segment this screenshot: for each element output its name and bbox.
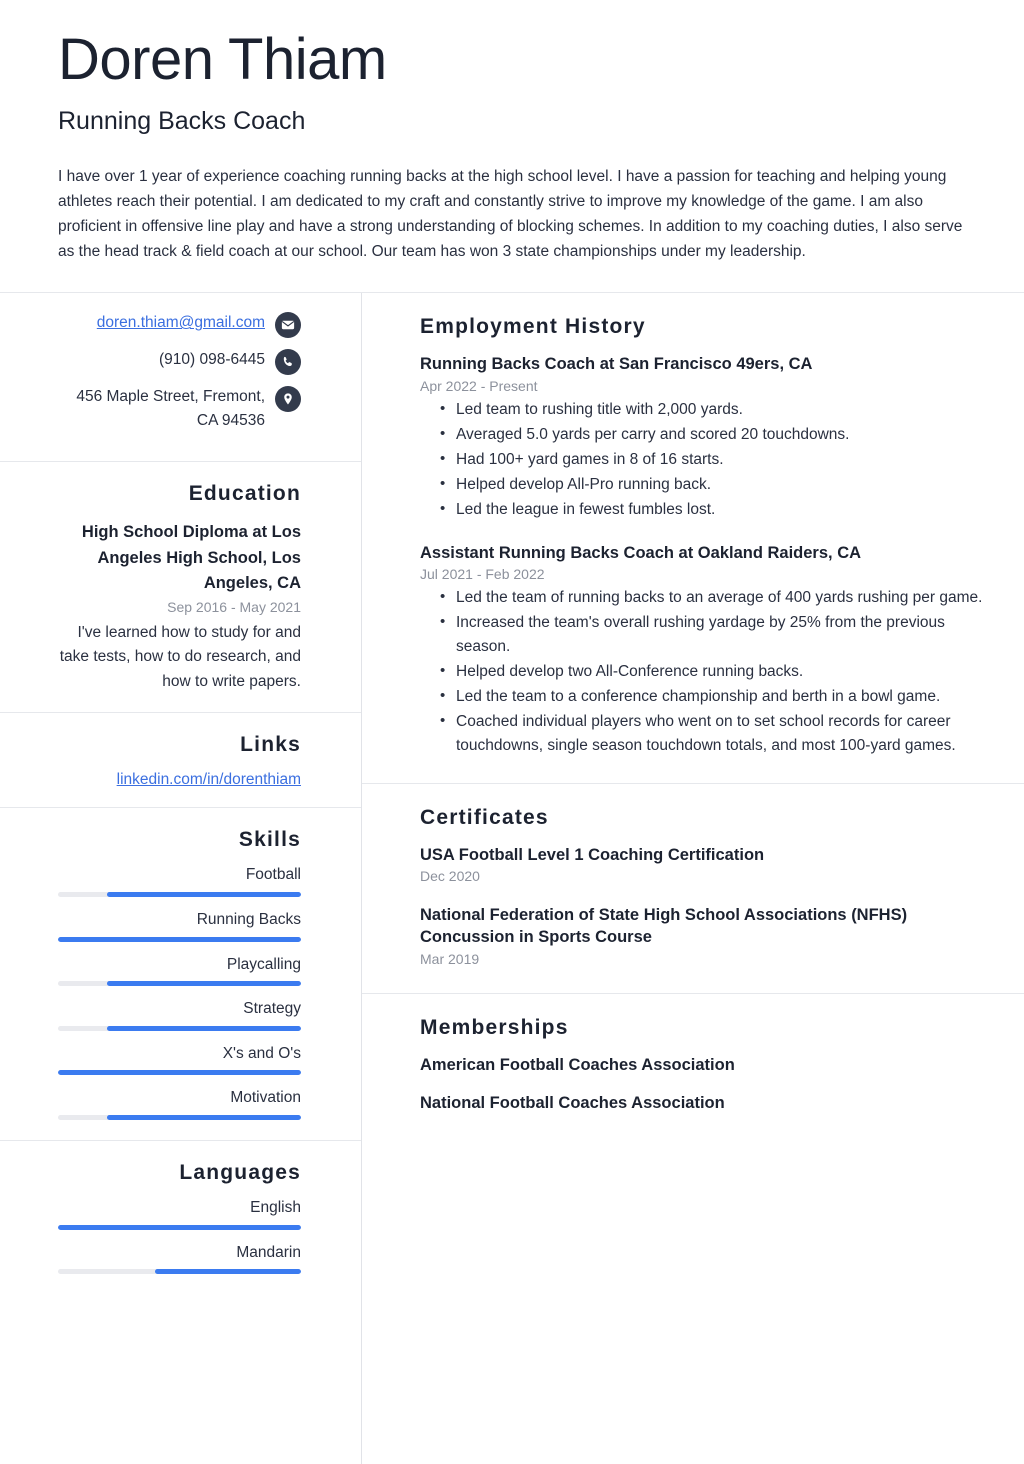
membership-item: National Football Coaches Association: [420, 1094, 725, 1113]
education-entry: [58, 520, 301, 694]
skill-level-fill: [107, 892, 301, 897]
certificates-heading: Certificates: [420, 805, 549, 829]
contact-phone-row[interactable]: [58, 348, 301, 375]
employment-entry: [420, 353, 984, 521]
education-entry-date: Sep 2016 - May 2021: [167, 598, 301, 615]
bullet-item: • Helped develop All-Pro running back.: [454, 473, 984, 497]
resume-body: [0, 293, 1024, 1464]
skill-level-bar: [58, 892, 301, 897]
profile-summary: I have over 1 year of experience coaching running backs at the high school level. I have a passion for teaching and helping young athletes reach their potential. I am dedicated to my craft and constantly strive to improve my knowledge of the game. I am also proficient in offensive line play and have a strong understanding of blocking schemes. In addition to my coaching duties, I also serve as the head track & field coach at our school. Our team has won 3 state championships under my leadership.: [58, 167, 963, 261]
memberships-block: [362, 993, 1024, 1139]
bullet-item: • Increased the team's overall rushing yardage by 25% from the previous season.: [454, 611, 984, 659]
skills-block: [0, 807, 361, 1140]
certificate-entry: [420, 904, 984, 967]
skill-level-bar: [58, 1115, 301, 1120]
contact-block: [0, 293, 361, 461]
skill-level-bar: [58, 1070, 301, 1075]
language-label: Mandarin: [236, 1243, 301, 1261]
skill-level-bar: [58, 937, 301, 942]
skill-level-fill: [107, 981, 301, 986]
contact-phone-text[interactable]: (910) 098-6445: [159, 351, 265, 369]
bullet-item: • Coached individual players who went on to set school records for career touchdowns, single season touchdown totals, and most 100-yard games.: [454, 710, 984, 758]
education-heading: Education: [188, 482, 301, 506]
skill-label: Motivation: [230, 1089, 301, 1107]
bullet-item: • Led team to rushing title with 2,000 yards.: [454, 398, 984, 422]
language-item: [58, 1244, 301, 1275]
skill-item: [58, 956, 301, 987]
language-label: English: [250, 1198, 301, 1216]
certificate-entry: [420, 844, 984, 884]
envelope-icon: [275, 312, 301, 338]
bullet-item: • Led the league in fewest fumbles lost.: [454, 498, 984, 522]
skill-level-fill: [107, 1115, 301, 1120]
main-content: [362, 293, 1024, 1464]
bullet-item: • Helped develop two All-Conference running backs.: [454, 660, 984, 684]
membership-item: American Football Coaches Association: [420, 1055, 735, 1074]
skill-label: Strategy: [243, 1000, 301, 1018]
location-pin-icon: [275, 386, 301, 412]
sidebar-spacer: [0, 1294, 361, 1464]
language-level-fill: [58, 1225, 301, 1230]
links-heading: Links: [240, 733, 301, 757]
skill-item: [58, 1000, 301, 1031]
languages-heading: Languages: [179, 1160, 301, 1184]
certificate-title: USA Football Level 1 Coaching Certification: [420, 845, 765, 864]
contact-address-text[interactable]: 456 Maple Street, Fremont, CA 94536: [76, 388, 265, 430]
phone-icon: [275, 349, 301, 375]
skill-level-fill: [58, 937, 301, 942]
certificate-title: National Federation of State High School Associations (NFHS) Concussion in Sports Course: [420, 906, 908, 947]
employment-entry-title: Assistant Running Backs Coach at Oakland Raiders, CA: [420, 543, 862, 562]
skill-item: [58, 1045, 301, 1076]
employment-entry-bullets: [420, 586, 984, 758]
bullet-item: • Led the team to a conference championship and berth in a bowl game.: [454, 685, 984, 709]
bullet-item: • Had 100+ yard games in 8 of 16 starts.: [454, 448, 984, 472]
employment-entry-date: Jul 2021 - Feb 2022: [420, 565, 545, 582]
bullet-item: • Led the team of running backs to an average of 400 yards rushing per game.: [454, 586, 984, 610]
skill-level-fill: [58, 1070, 301, 1075]
employment-entry-bullets: [420, 398, 984, 522]
skill-label: X's and O's: [222, 1044, 301, 1062]
education-entry-description: I've learned how to study for and take tests, how to do research, and how to write papers.: [59, 623, 301, 690]
language-level-bar: [58, 1225, 301, 1230]
education-block: [0, 461, 361, 712]
employment-block: [362, 293, 1024, 783]
contact-email-text[interactable]: doren.thiam@gmail.com: [96, 314, 265, 332]
link-item-linkedin[interactable]: linkedin.com/in/dorenthiam: [116, 771, 301, 789]
skill-item: [58, 911, 301, 942]
page-title: Doren Thiam: [58, 27, 387, 92]
language-level-fill: [155, 1269, 301, 1274]
skill-label: Playcalling: [226, 955, 301, 973]
skill-level-fill: [107, 1026, 301, 1031]
language-level-bar: [58, 1269, 301, 1274]
certificate-date: Dec 2020: [420, 868, 480, 885]
skill-level-bar: [58, 1026, 301, 1031]
employment-heading: Employment History: [420, 315, 646, 339]
contact-address-row[interactable]: [58, 385, 301, 433]
memberships-heading: Memberships: [420, 1015, 569, 1039]
skills-heading: Skills: [238, 828, 301, 852]
employment-entry: [420, 542, 984, 758]
job-title: Running Backs Coach: [58, 106, 306, 135]
skill-label: Running Backs: [196, 911, 301, 928]
sidebar: [0, 293, 362, 1464]
skill-level-bar: [58, 981, 301, 986]
language-item: [58, 1199, 301, 1230]
skill-label: Football: [245, 866, 301, 884]
certificates-block: [362, 783, 1024, 993]
employment-entry-date: Apr 2022 - Present: [420, 377, 538, 394]
links-block: [0, 712, 361, 807]
resume-header: [0, 0, 1024, 292]
certificate-date: Mar 2019: [420, 950, 480, 967]
contact-email-row[interactable]: [58, 311, 301, 338]
skill-item: [58, 1089, 301, 1120]
education-entry-title: High School Diploma at Los Angeles High School, Los Angeles, CA: [81, 523, 301, 593]
employment-entry-title: Running Backs Coach at San Francisco 49ers, CA: [420, 355, 813, 374]
skill-item: [58, 866, 301, 897]
bullet-item: • Averaged 5.0 yards per carry and scored 20 touchdowns.: [454, 423, 984, 447]
languages-block: [0, 1140, 361, 1294]
